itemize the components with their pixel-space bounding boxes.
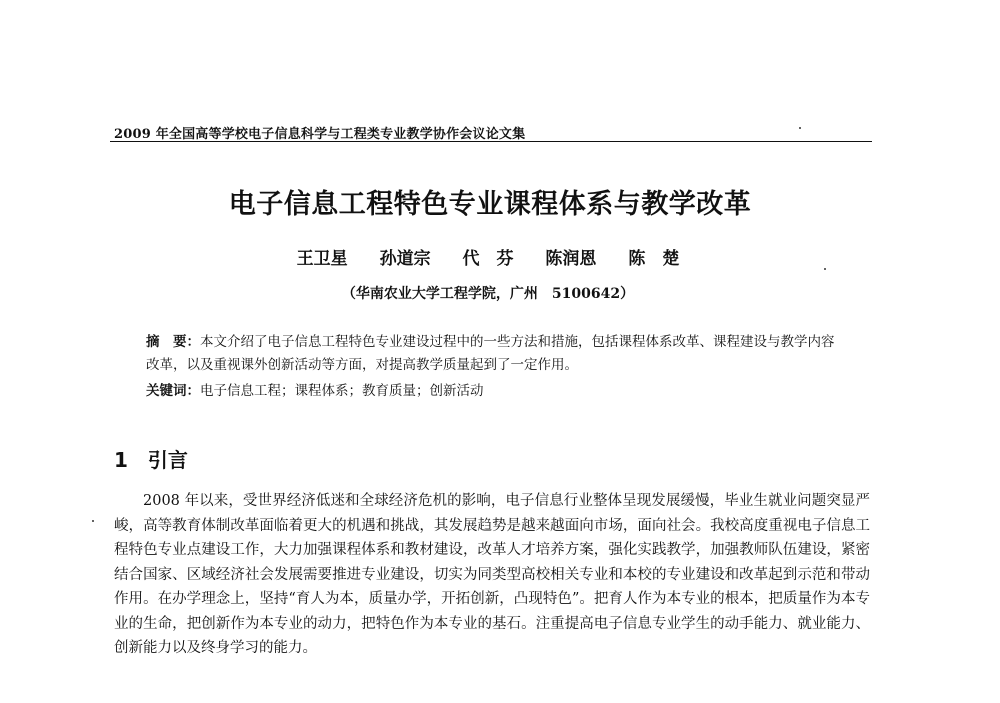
section-heading	[114, 444, 188, 473]
author-list	[0, 244, 976, 269]
section-number: 1	[114, 448, 128, 472]
author-name: 陈润恩	[545, 249, 597, 269]
section-title: 引言	[147, 448, 188, 472]
author-name: 陈 楚	[628, 249, 680, 269]
running-header: 2009 年全国高等学校电子信息科学与工程类专业教学协作会议论文集	[114, 127, 526, 142]
keywords-text: 电子信息工程；课程体系；教育质量；创新活动	[200, 383, 484, 399]
author-name: 孙道宗	[379, 249, 431, 269]
header-rule	[110, 141, 872, 142]
paper-title: 电子信息工程特色专业课程体系与教学改革	[228, 189, 752, 220]
author-name: 王卫星	[296, 249, 348, 269]
affiliation: （华南农业大学工程学院，广州 5100642）	[341, 286, 635, 302]
keywords-label: 关键词：	[146, 383, 200, 399]
scan-speck	[824, 268, 826, 270]
scan-speck	[92, 520, 94, 522]
abstract-text: 本文介绍了电子信息工程特色专业建设过程中的一些方法和措施，包括课程体系改革、课程建设与教学内容改革，以及重视课外创新活动等方面，对提高教学质量起到了一定作用。	[146, 334, 835, 373]
scan-speck	[799, 127, 801, 129]
abstract-block	[146, 331, 846, 377]
keywords-block	[146, 380, 846, 403]
body-paragraph: 2008 年以来，受世界经济低迷和全球经济危机的影响，电子信息行业整体呈现发展缓慢，毕业生就业问题突显严峻，高等教育体制改革面临着更大的机遇和挑战，其发展趋势是越来越面向市场，面向社会。我校高度重视电子信息工程特色专业点建设工作，大力加强课程体系和教材建设，改革人才培养方案，强化实践教学，加强教师队伍建设，紧密结合国家、区域经济社会发展需要推进专业建设，切实为同类型高校相关专业和本校的专业建设和改革起到示范和带动作用。在办学理念上，坚持“育人为本，质量办学，开拓创新，凸现特色”。把育人作为本专业的根本，把质量作为本专业的生命，把创新作为本专业的动力，把特色作为本专业的基石。注重提高电子信息专业学生的动手能力、就业能力、创新能力以及终身学习的能力。	[114, 493, 870, 656]
abstract-label: 摘 要：	[146, 334, 200, 350]
author-name: 代 芬	[462, 249, 514, 269]
